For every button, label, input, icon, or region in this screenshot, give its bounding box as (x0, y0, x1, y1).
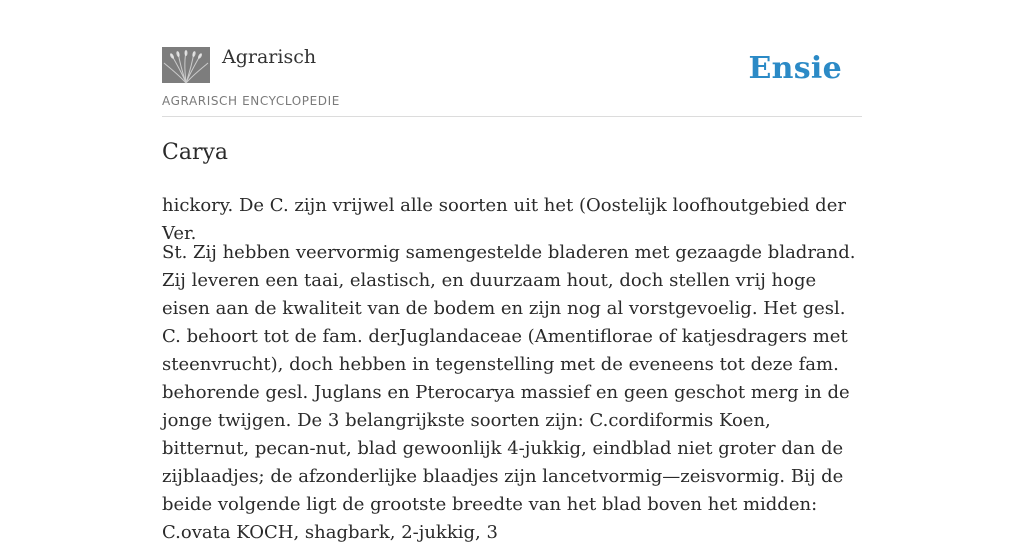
article-paragraph-2: St. Zij hebben veervormig samengestelde bladeren met gezaagde bladrand. Zij leveren een taai, elastisch, en duurzaam hout, doch stellen vrij hoge eisen aan de kwaliteit van de bodem en zijn nog al vorstgevoelig. Het gesl. C. behoort tot de fam. derJuglandaceae (Amentiflorae of katjesdragers met steenvrucht), doch hebben in tegenstelling met de eveneens tot deze fam. behorende gesl. Juglans en Pterocarya massief en geen geschot merg in de jonge twijgen. De 3 belangrijkste soorten zijn: C.cordiformis Koen, bitternut, pecan-nut, blad gewoonlijk 4-jukkig, eindblad niet groter dan de zijblaadjes; de afzonderlijke blaadjes zijn lancetvormig—zeisvormig. Bij de beide volgende ligt de grootste breedte van het blad boven het midden: C.ovata KOCH, shagbark, 2-jukkig, 3 (162, 242, 856, 543)
wheat-field-logo-icon[interactable] (162, 47, 210, 83)
site-name-link[interactable]: Agrarisch (222, 46, 317, 68)
article-title: Carya (162, 140, 229, 165)
article-paragraph-1: hickory. De C. zijn vrijwel alle soorten uit het (Oostelijk loofhoutgebied der Ver. (162, 195, 846, 244)
page (162, 0, 862, 543)
site-header (162, 0, 862, 117)
site-subtitle: AGRARISCH ENCYCLOPEDIE (162, 94, 340, 108)
ensie-brand-link[interactable]: Ensie (748, 51, 842, 86)
